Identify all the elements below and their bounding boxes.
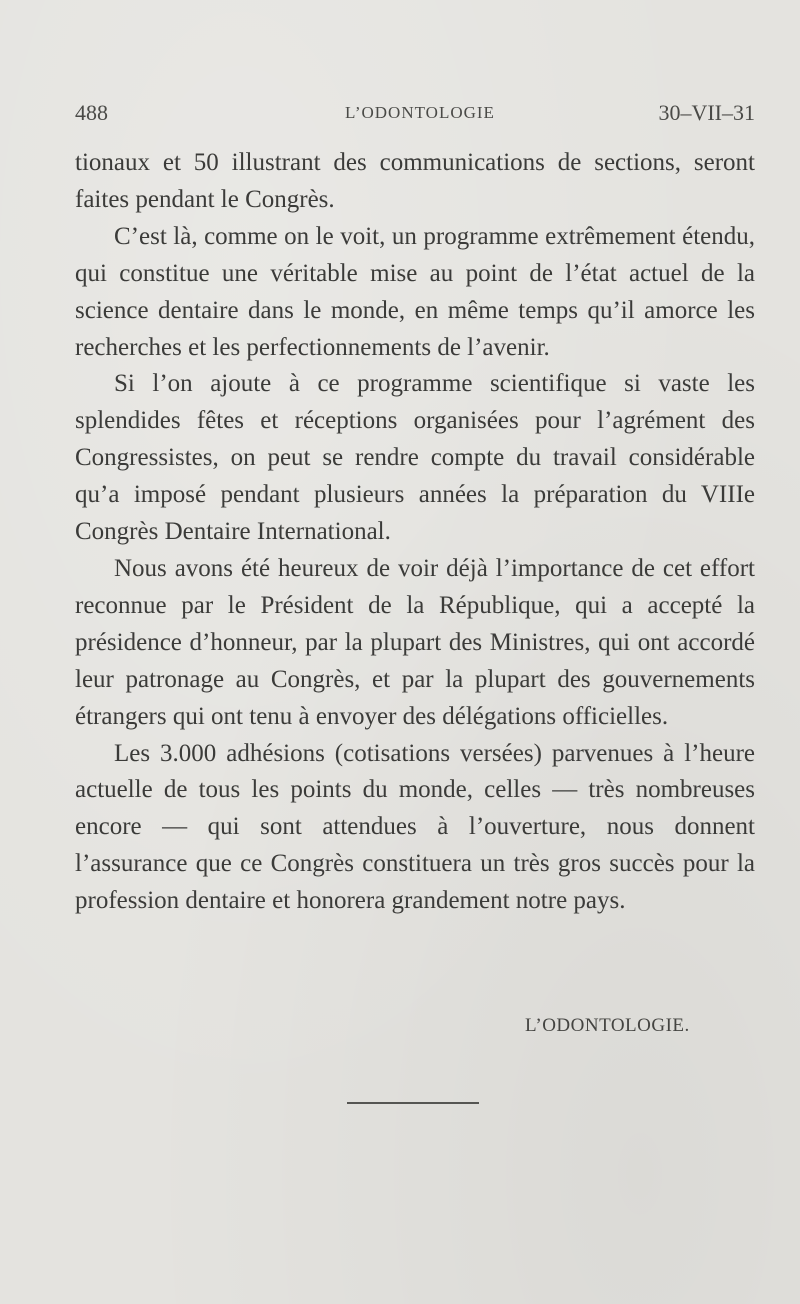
end-rule <box>347 1102 479 1104</box>
journal-title: L’ODONTOLOGIE <box>345 103 495 122</box>
issue-date: 30–VII–31 <box>658 100 755 125</box>
article-body <box>75 145 755 920</box>
paragraph: C’est là, comme on le voit, un programme extrêmement étendu, qui constitue une véritable mise au point de l’état actuel de la science dentaire dans le monde, en même temps qu’il amorce les recherches et les perfectionnements de l’avenir. <box>75 222 755 361</box>
paragraph: Si l’on ajoute à ce programme scientifique si vaste les splendides fêtes et réceptions organisées pour l’agrément des Congressistes, on peut se rendre compte du travail considérable qu’a imposé pendant plusieurs années la préparation du VIIIe Congrès Dentaire International. <box>75 370 755 546</box>
running-head <box>75 100 755 130</box>
page-number: 488 <box>75 100 108 125</box>
paragraph: Nous avons été heureux de voir déjà l’importance de cet effort reconnue par le Président de la République, qui a accepté la présidence d’honneur, par la plupart des Ministres, qui ont accordé leur patronage au Congrès, et par la plupart des gouvernements étrangers qui ont tenu à envoyer des délégations officielles. <box>75 554 755 730</box>
paragraph-continuation: tionaux et 50 illustrant des communications de sections, seront faites pendant le Congrès. <box>75 149 755 213</box>
paragraph: Les 3.000 adhésions (cotisations versées) parvenues à l’heure actuelle de tous les points du monde, celles — très nombreuses encore — qui sont attendues à l’ouverture, nous donnent l’assurance que ce Congrès constituera un très gros succès pour la profession dentaire et honorera grandement notre pays. <box>75 739 755 915</box>
signature: L’ODONTOLOGIE. <box>525 1015 690 1036</box>
